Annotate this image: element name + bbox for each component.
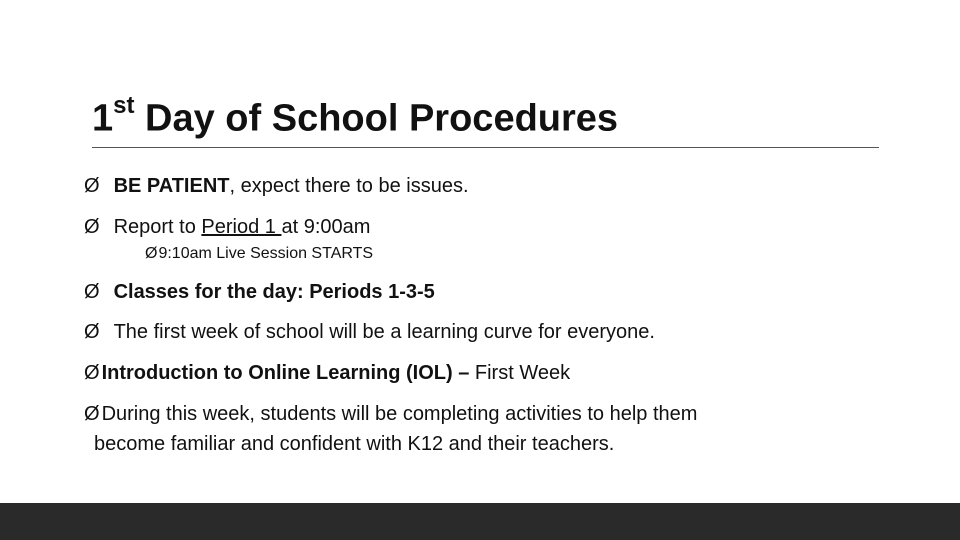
title-number: 1 [92,97,114,140]
arrow-bullet-icon: Ø [84,175,100,197]
arrow-bullet-icon: Ø [84,216,100,238]
bullet-during-week-continued [94,432,614,456]
bullet-text-pre: Report to [113,216,202,238]
arrow-bullet-icon: Ø [145,245,158,262]
sub-bullet-live-session [145,244,373,264]
footer-bar [0,503,960,540]
bullet-bold-text: BE PATIENT [113,175,230,197]
bullet-report-period [84,215,370,239]
arrow-bullet-icon: Ø [84,362,100,384]
arrow-bullet-icon: Ø [84,403,100,425]
sub-bullet-text: 9:10am Live Session STARTS [158,245,374,262]
slide-title [92,82,618,147]
bullet-underlined-text: Period 1 [201,216,282,238]
bullet-text-post: at 9:00am [281,216,371,238]
arrow-bullet-icon: Ø [84,281,100,303]
bullet-first-week [84,320,655,344]
bullet-text: First Week [469,362,571,384]
bullet-text: , expect there to be issues. [229,175,469,197]
bullet-text-line1: During this week, students will be completing activities to help them [101,403,698,425]
bullet-bold-text: Introduction to Online Learning (IOL) – [101,362,470,384]
title-text: Day of School Procedures [134,97,619,140]
bullet-classes [84,280,435,304]
title-divider [92,147,879,148]
bullet-iol [84,361,570,385]
title-superscript: st [113,92,135,119]
bullet-bold-text: Classes for the day: Periods 1-3-5 [113,281,435,303]
arrow-bullet-icon: Ø [84,321,100,343]
bullet-text-line2: become familiar and confident with K12 and their teachers. [94,433,615,455]
bullet-during-week [84,402,697,426]
bullet-be-patient [84,174,469,198]
bullet-text: The first week of school will be a learning curve for everyone. [113,321,655,343]
